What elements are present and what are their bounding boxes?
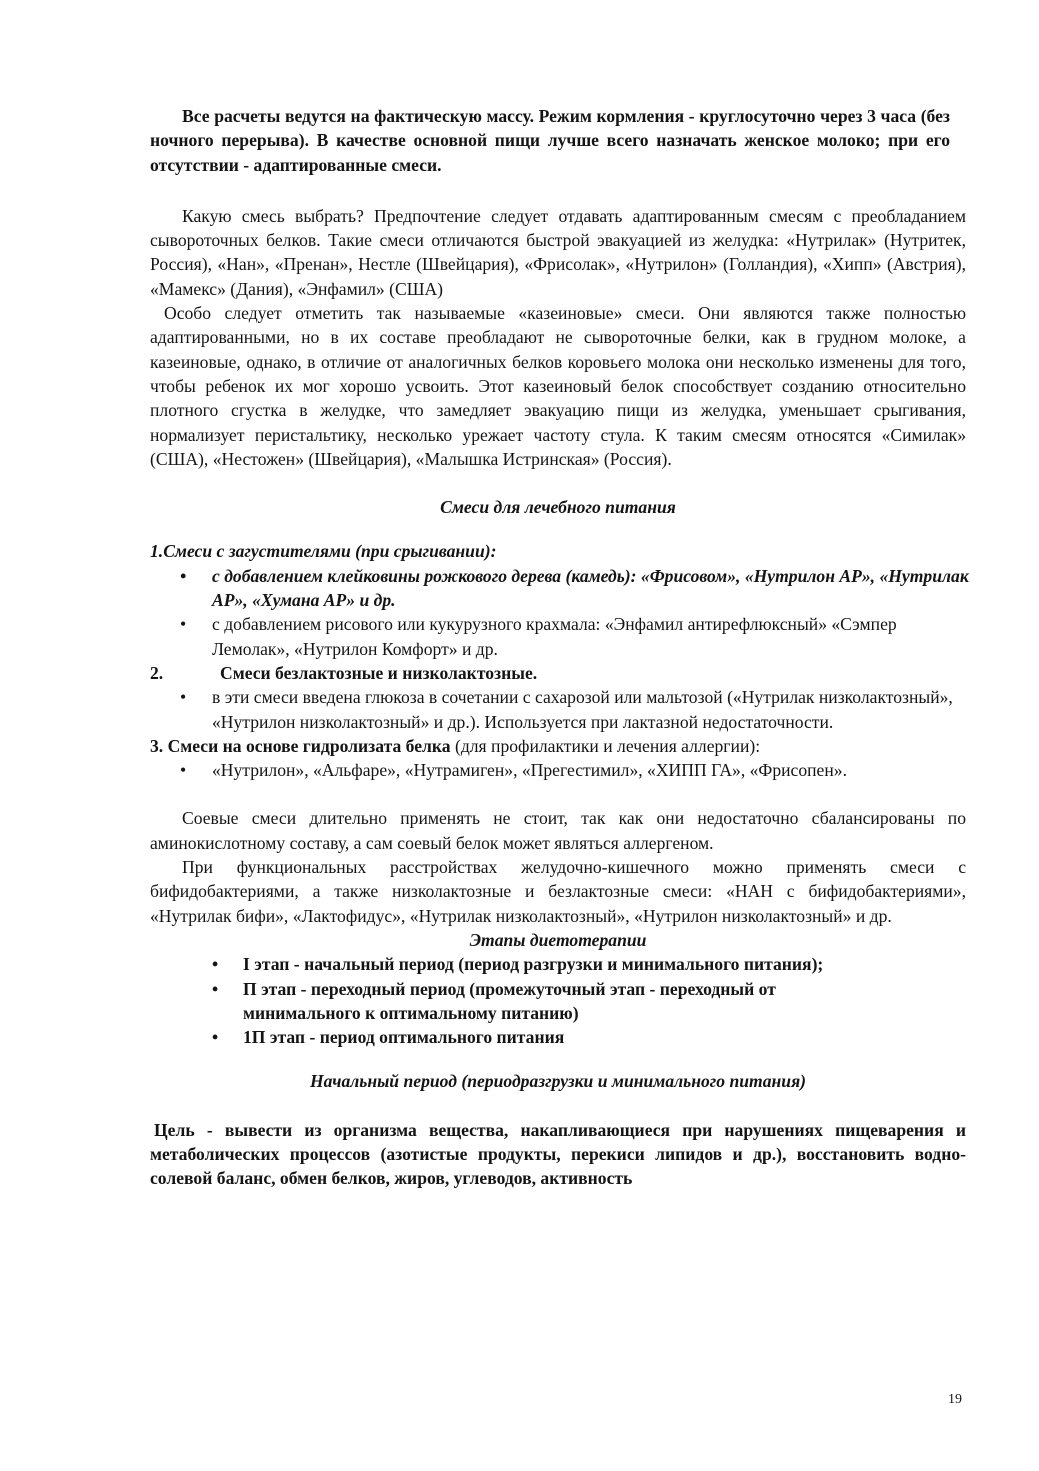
section2-number: 2. bbox=[150, 662, 164, 683]
stage-item-1: • I этап - начальный период (период разгрузки и минимального питания); bbox=[150, 952, 966, 976]
section1-title: 1.Смеси с загустителями (при срыгивании): bbox=[150, 541, 497, 562]
section2-item-1: • в эти смеси введена глюкоза в сочетании с сахарозой или мальтозой («Нутрилак низколактозный», «Нутрилон низколактозный» и др.). Используется при лактазной недостаточности. bbox=[150, 685, 966, 734]
section2-title-text: Смеси безлактозные и низколактозные. bbox=[220, 662, 538, 683]
heading-diet-stages: Этапы диетотерапии bbox=[469, 929, 647, 950]
section3-list bbox=[150, 758, 966, 782]
section3-item-1: • «Нутрилон», «Альфаре», «Нутрамиген», «Прегестимил», «ХИПП ГА», «Фрисопен». bbox=[150, 758, 892, 782]
section1-item-2: • с добавлением рисового или кукурузного крахмала: «Энфамил антирефлюксный» «Сэмпер Лемолак», «Нутрилон Комфорт» и др. bbox=[150, 612, 966, 661]
page-content bbox=[150, 104, 969, 1191]
section3-title-bold: 3. Смеси на основе гидролизата белка bbox=[150, 735, 451, 756]
section3-title-rest: (для профилактики и лечения аллергии): bbox=[450, 735, 761, 756]
heading-initial-period: Начальный период (периодразгрузки и минимального питания) bbox=[309, 1071, 807, 1092]
section1-item-1: • с добавлением клейковины рожкового дерева (камедь): «Фрисовом», «Нутрилон АР», «Нутрилак АР», «Хумана АР» и др. bbox=[150, 564, 972, 613]
paragraph-casein-mixes: Особо следует отметить так называемые «казеиновые» смеси. Они являются также полностью адаптированными, но в их составе преобладают не сывороточные белки, как в грудном молоке, а казеиновые, однако, в отличие от аналогичных белков коровьего молока они несколько изменены для того, чтобы ребенок их мог хорошо усвоить. Этот казеиновый белок способствует созданию относительно плотного сгустка в желудке, что замедляет эвакуацию пищи из желудка, уменьшает срыгивания, нормализует перистальтику, несколько урежает частоту стула. К таким смесям относятся «Симилак» (США), «Нестожен» (Швейцария), «Малышка Истринская» (Россия). bbox=[150, 303, 966, 469]
intro-paragraph: Все расчеты ведутся на фактическую массу. Режим кормления - круглосуточно через 3 часа (без ночного перерыва). В качестве основной пищи лучше всего назначать женское молоко; при его отсутствии - адаптированные смеси. bbox=[150, 106, 950, 175]
goal-paragraph: Цель - вывести из организма вещества, накапливающиеся при нарушениях пищеварения и метаболических процессов (азотистые продукты, перекиси липидов и др.), восстановить водно-солевой баланс, обмен белков, жиров, углеводов, активность bbox=[150, 1119, 966, 1189]
section3-title bbox=[150, 734, 966, 758]
paragraph-functional-disorders: При функциональных расстройствах желудочно-кишечного можно применять смеси с бифидобактериями, а также низколактозные и безлактозные смеси: «НАН с бифидобактериями», «Нутрилак бифи», «Лактофидус», «Нутрилак низколактозный», «Нутрилон низколактозный» и др. bbox=[150, 857, 966, 926]
heading-medical-mixes: Смеси для лечебного питания bbox=[440, 497, 676, 518]
section1-list bbox=[150, 564, 969, 661]
stage-item-3: • 1П этап - период оптимального питания bbox=[150, 1025, 966, 1049]
section2-title bbox=[150, 661, 966, 685]
section2-list bbox=[150, 685, 966, 734]
page-number: 19 bbox=[948, 1392, 962, 1407]
stage-item-2: • П этап - переходный период (промежуточный этап - переходный от минимального к оптимальному питанию) bbox=[150, 977, 883, 1026]
stages-list bbox=[150, 952, 966, 1049]
paragraph-mix-choice: Какую смесь выбрать? Предпочтение следует отдавать адаптированным смесям с преобладанием сывороточных белков. Такие смеси отличаются быстрой эвакуацией из желудка: «Нутрилак» (Нутритек, Россия), «Нан», «Пренан», Нестле (Швейцария), «Фрисолак», «Нутрилон» (Голландия), «Хипп» (Австрия), «Мамекс» (Дания), «Энфамил» (США) bbox=[150, 205, 966, 299]
paragraph-soy-mixes: Соевые смеси длительно применять не стоит, так как они недостаточно сбалансированы по аминокислотному составу, а сам соевый белок может являться аллергеном. bbox=[150, 808, 966, 853]
